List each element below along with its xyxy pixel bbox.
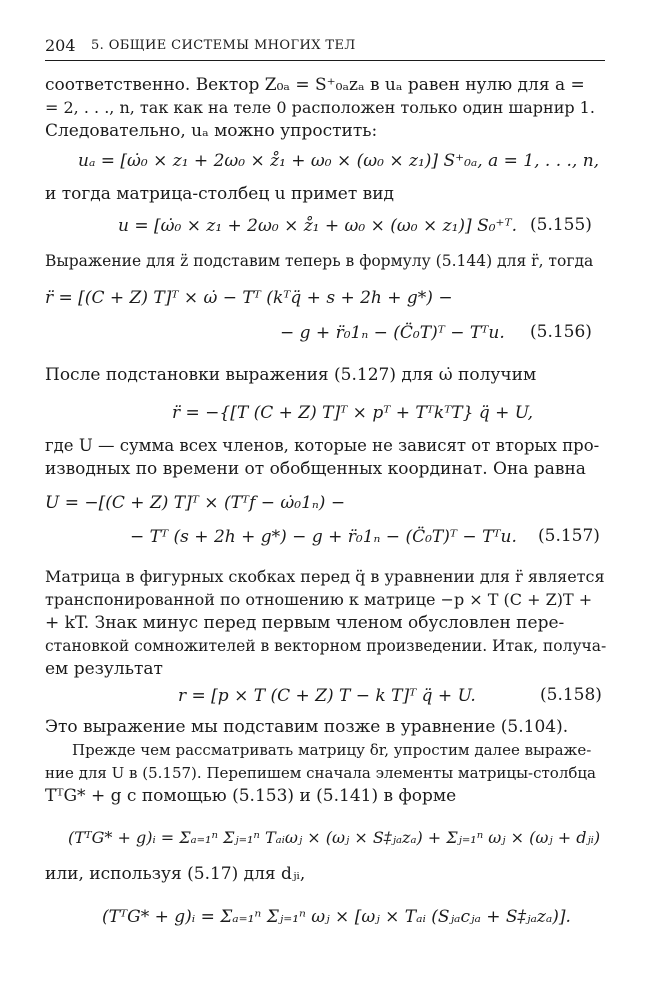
text-line: TᵀG* + g с помощью (5.153) и (5.141) в форме [45,786,457,806]
text-line: Матрица в фигурных скобках перед q̈ в уравнении для r̈ является [45,567,605,586]
equation: uₐ = [ω̇₀ × z₁ + 2ω₀ × z̊₁ + ω₀ × (ω₀ × z₁)] S⁺₀ₐ, a = 1, . . ., n, [78,151,600,171]
equation: U = −[(C + Z) T]ᵀ × (Tᵀf − ω̇₀1ₙ) − [45,493,346,513]
equation: u = [ω̇₀ × z₁ + 2ω₀ × z̊₁ + ω₀ × (ω₀ × z₁)] S₀⁺ᵀ. [118,216,518,236]
equation-number: (5.156) [530,322,592,342]
equation: (TᵀG* + g)ᵢ = Σₐ₌₁ⁿ Σⱼ₌₁ⁿ ωⱼ × [ωⱼ × Tₐᵢ (Sⱼₐcⱼₐ + S‡ⱼₐzₐ)]. [102,907,571,927]
equation: (TᵀG* + g)ᵢ = Σₐ₌₁ⁿ Σⱼ₌₁ⁿ Tₐᵢωⱼ × (ωⱼ × S‡ⱼₐzₐ) + Σⱼ₌₁ⁿ ωⱼ × (ωⱼ + dⱼᵢ) [68,828,601,847]
text-line: соответственно. Вектор Z₀ₐ = S⁺₀ₐzₐ в uₐ равен нулю для a = [45,75,585,95]
page-number: 204 [45,36,76,55]
text-line: Это выражение мы подставим позже в уравнение (5.104). [45,717,569,737]
text-line: Прежде чем рассматривать матрицу δr, упростим далее выраже- [72,741,592,759]
equation-number: (5.157) [538,526,600,546]
equation-number: (5.158) [540,685,602,705]
equation: r̈ = −{[T (C + Z) T]ᵀ × pᵀ + TᵀkᵀT} q̈ + U, [172,403,533,423]
text-line: Выражение для z̈ подставим теперь в формулу (5.144) для r̈, тогда [45,252,594,270]
running-head: 5. ОБЩИЕ СИСТЕМЫ МНОГИХ ТЕЛ [91,38,356,53]
page-header [45,36,605,58]
text-line: и тогда матрица-столбец u примет вид [45,184,395,204]
header-rule [45,60,605,61]
text-line: где U — сумма всех членов, которые не зависят от вторых про- [45,436,600,455]
text-line: становкой сомножителей в векторном произведении. Итак, получа- [45,637,607,655]
text-line: Следовательно, uₐ можно упростить: [45,121,378,141]
text-line: = 2, . . ., n, так как на теле 0 расположен только один шарнир 1. [45,98,595,117]
text-line: изводных по времени от обобщенных координат. Она равна [45,459,586,479]
text-line: или, используя (5.17) для dⱼᵢ, [45,864,306,884]
text-line: ем результат [45,659,163,679]
equation-number: (5.155) [530,215,592,235]
equation: r = [p × T (C + Z) T − k T]ᵀ q̈ + U. [178,686,476,706]
equation: r̈ = [(C + Z) T]ᵀ × ω̇ − Tᵀ (kᵀq̈ + s + 2h + g*) − [45,288,453,308]
text-line: После подстановки выражения (5.127) для ω̇ получим [45,365,537,385]
equation: − Tᵀ (s + 2h + g*) − g + r̈₀1ₙ − (C̈₀T)ᵀ − Tᵀu. [130,527,517,547]
text-line: ние для U в (5.157). Перепишем сначала элементы матрицы-столбца [45,764,596,782]
text-line: транспонированной по отношению к матрице −p × T (C + Z)T + [45,590,593,609]
equation: − g + r̈₀1ₙ − (C̈₀T)ᵀ − Tᵀu. [280,323,505,343]
text-line: + kT. Знак минус перед первым членом обусловлен пере- [45,613,565,633]
